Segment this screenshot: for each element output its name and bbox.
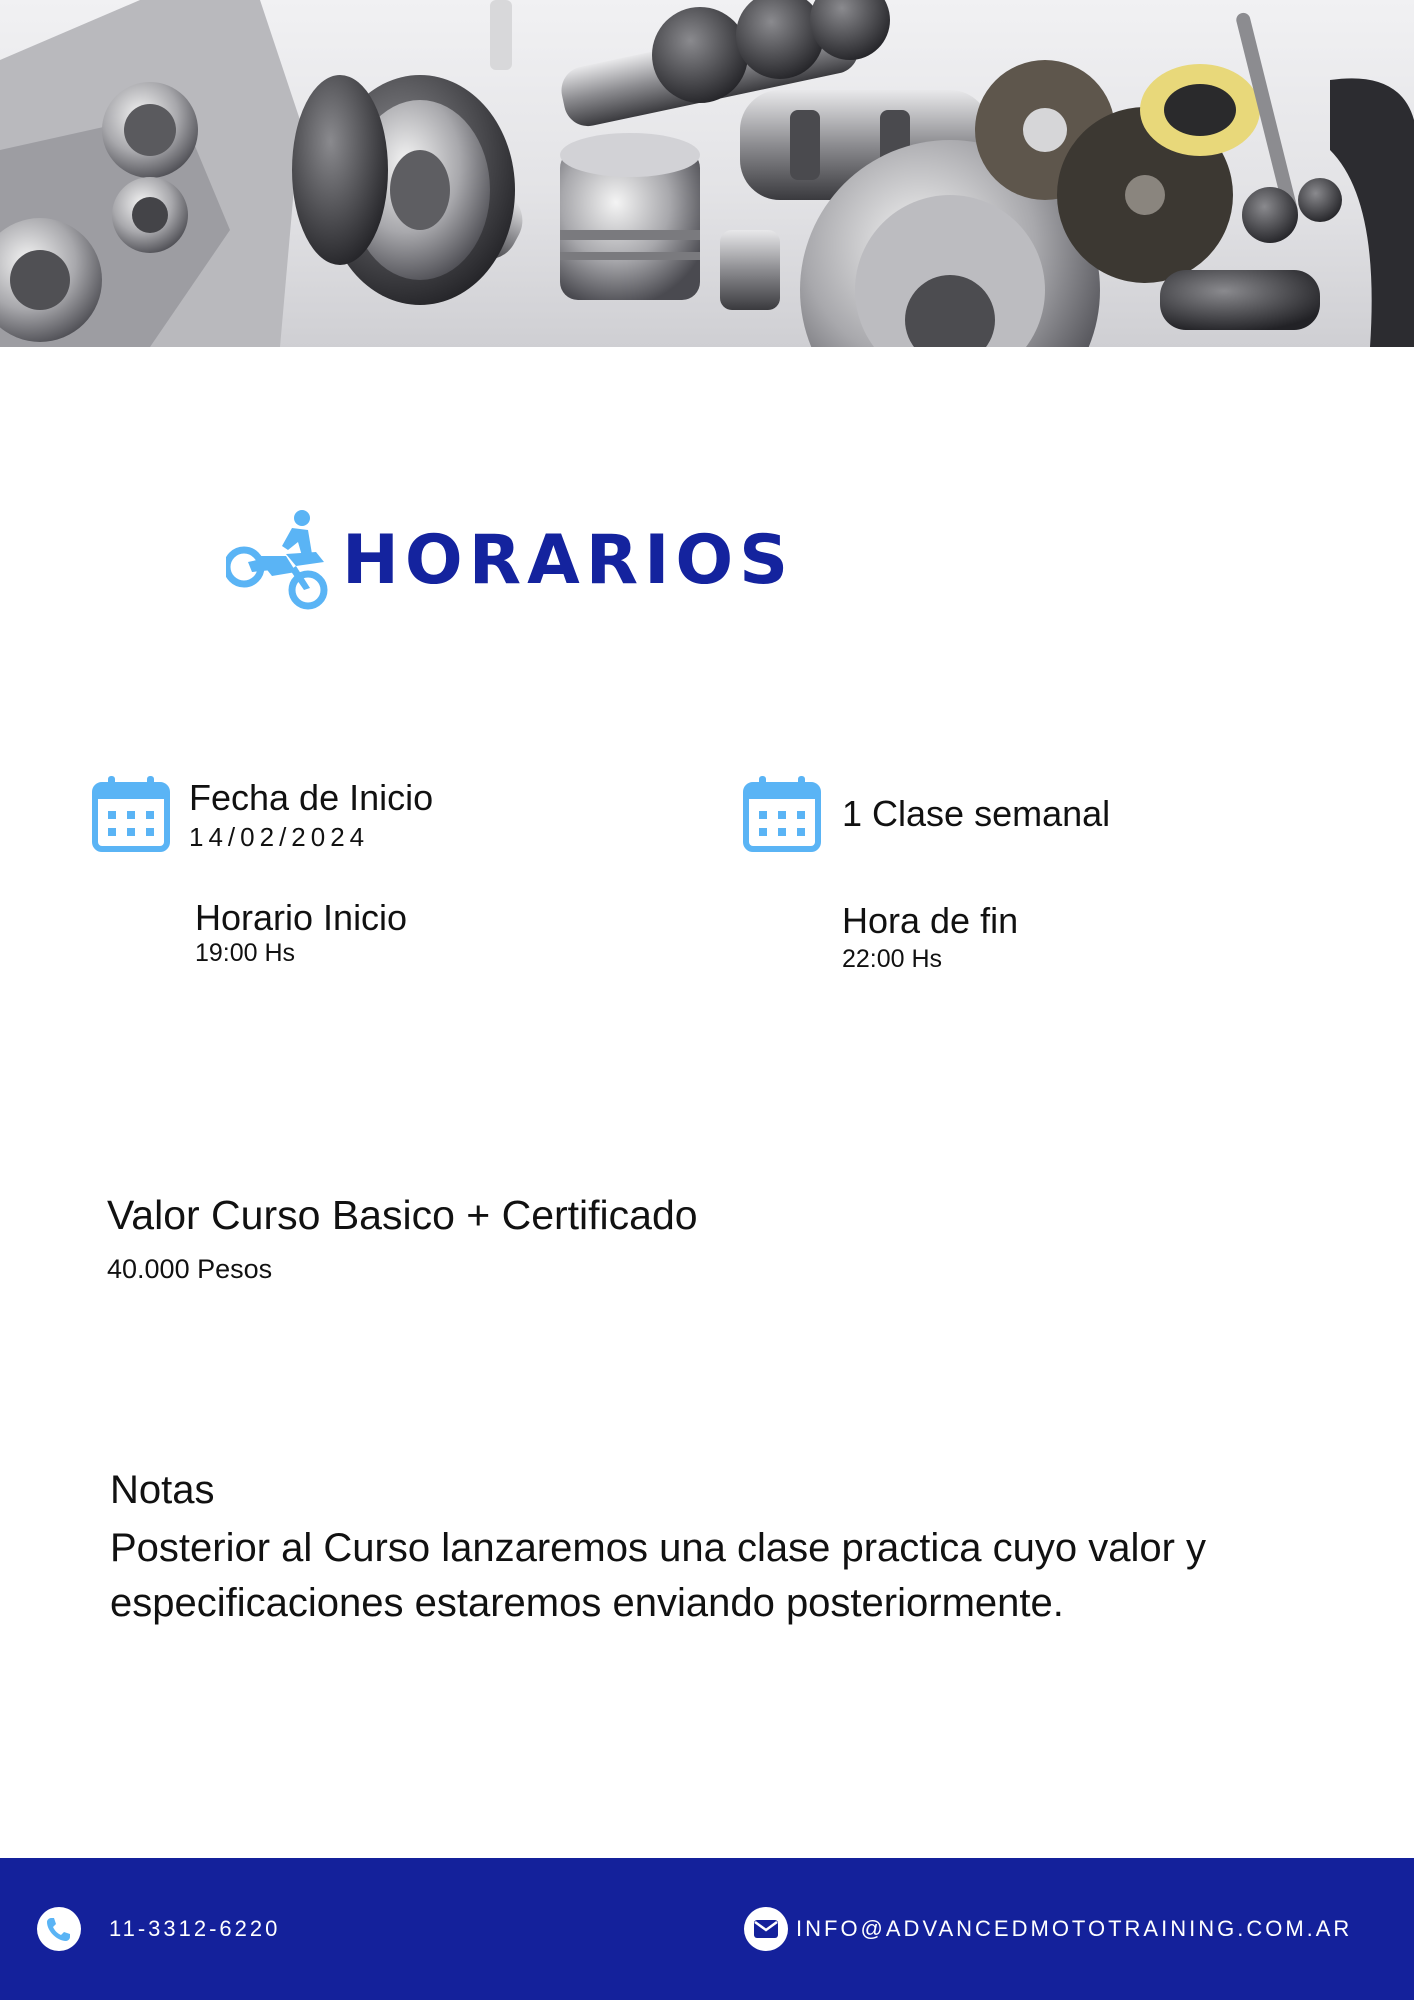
calendar-icon [92,776,170,852]
price-label: Valor Curso Basico + Certificado [107,1192,698,1238]
price-value: 40.000 Pesos [107,1254,273,1284]
email-link[interactable]: INFO@ADVANCEDMOTOTRAINING.COM.AR [796,1916,1353,1941]
start-date-value: 14/02/2024 [189,822,370,852]
start-time-label: Horario Inicio [195,897,408,938]
page-title: HORARIOS [342,520,795,600]
start-time-value: 19:00 Hs [195,939,296,967]
engine-parts-illustration [0,0,1414,347]
frequency-label: 1 Clase semanal [842,793,1111,834]
footer-bar [0,1858,1414,2000]
end-time-label: Hora de fin [842,900,1019,941]
start-date-label: Fecha de Inicio [189,777,434,818]
phone-icon [37,1907,81,1951]
phone-number[interactable]: 11-3312-6220 [109,1916,281,1941]
section-title-row [226,510,794,610]
motocross-rider-icon [226,510,328,610]
mail-icon [744,1907,788,1951]
header-photo [0,0,1414,347]
notes-title: Notas [110,1468,215,1512]
end-time-value: 22:00 Hs [842,945,943,973]
notes-body: Posterior al Curso lanzaremos una clase practica cuyo valor y especificaciones estaremos enviando posteriormente. [110,1526,1207,1625]
calendar-icon [743,776,821,852]
